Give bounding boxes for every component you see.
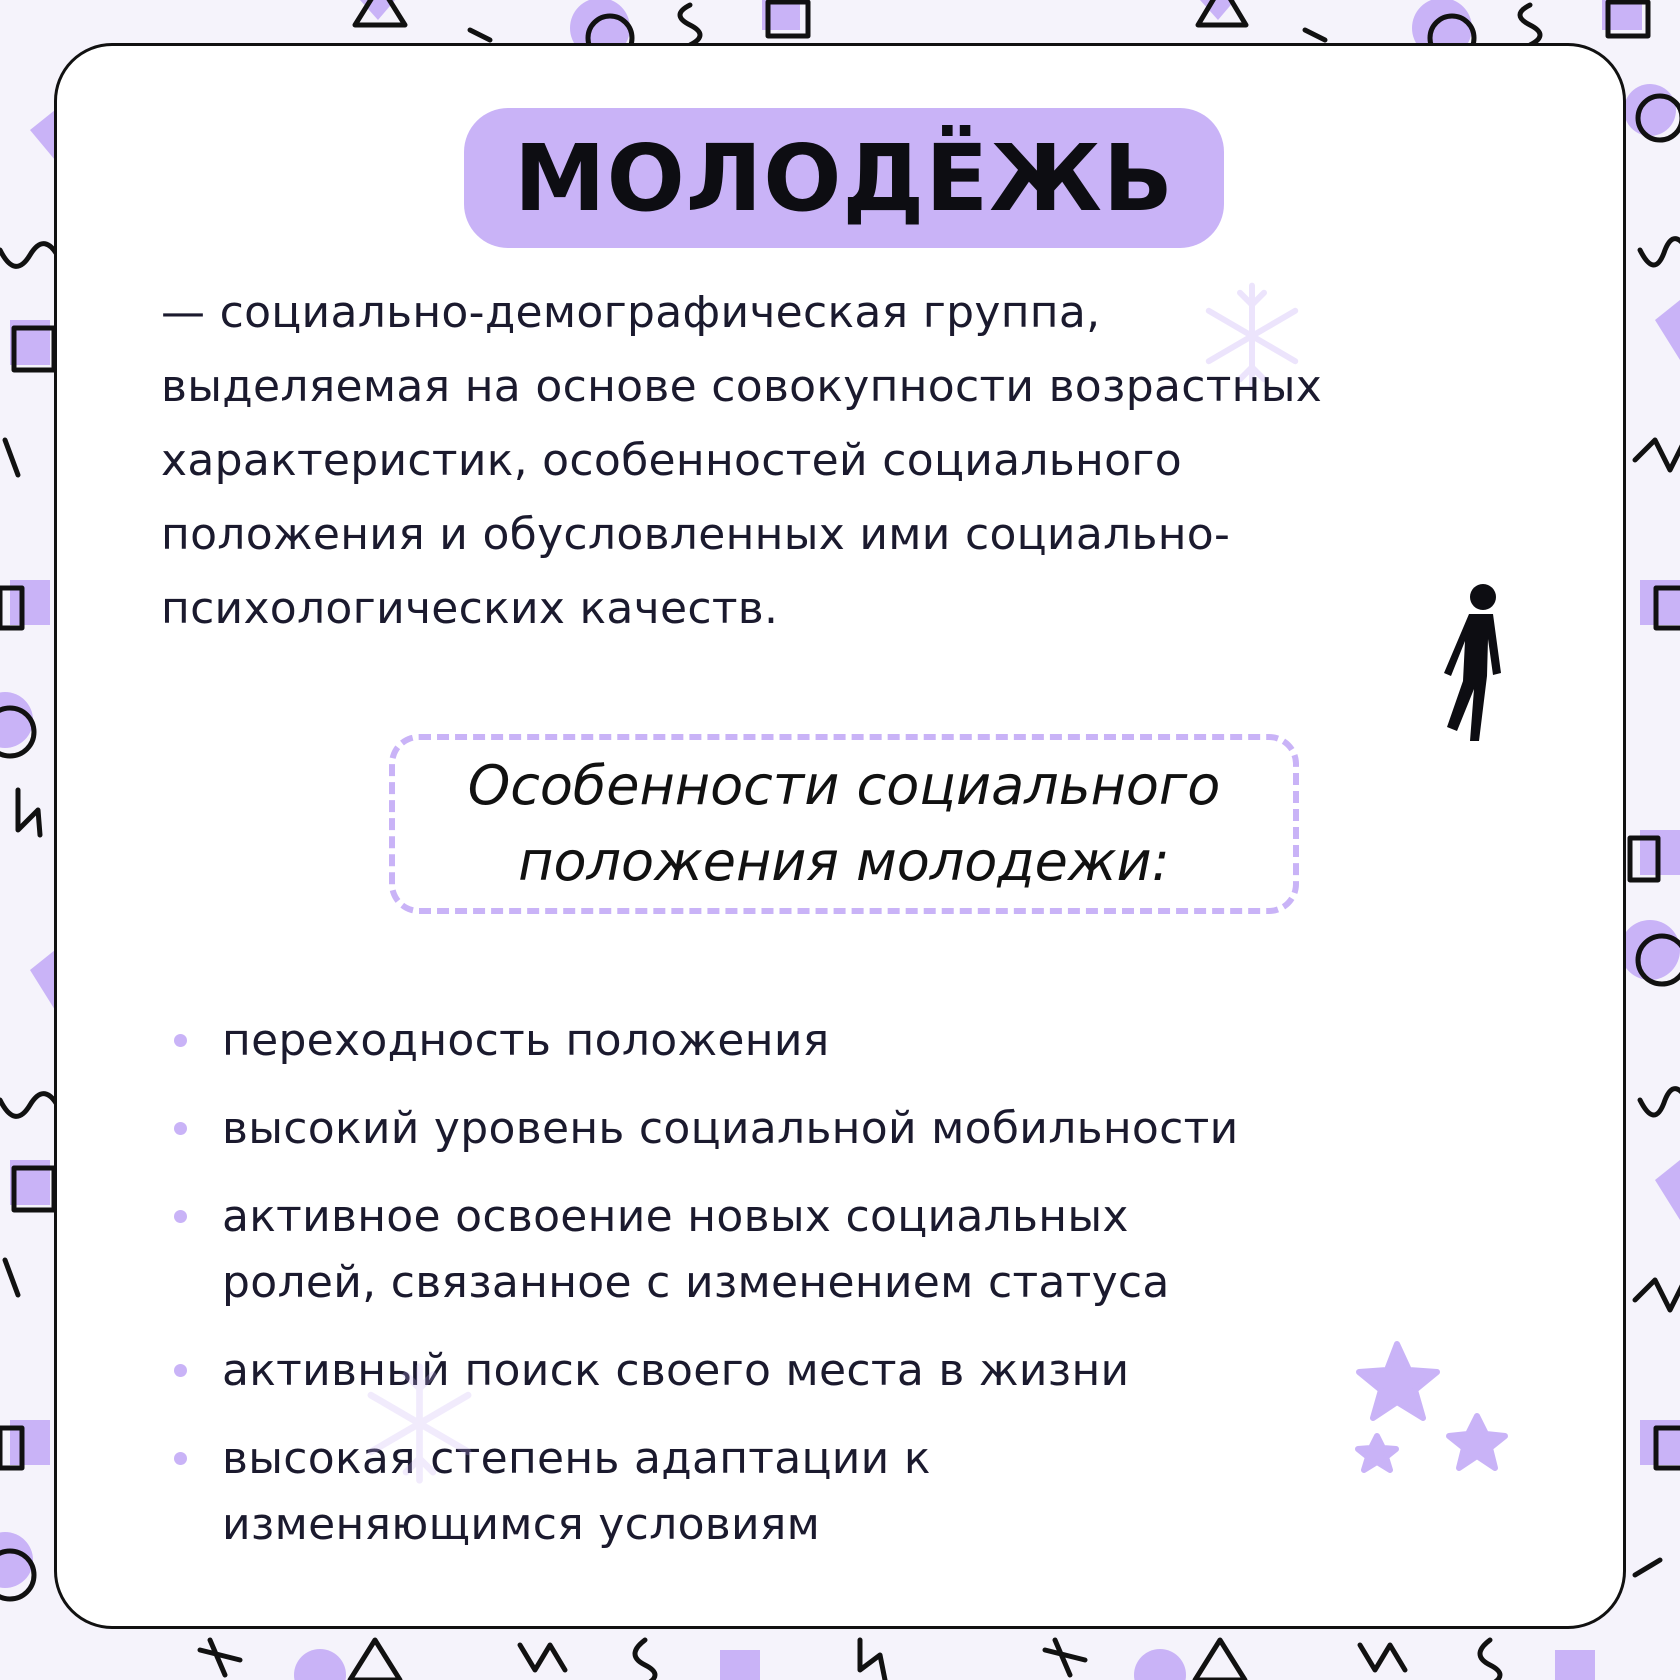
page-title: МОЛОДЁЖЬ [514,124,1174,232]
bullet-icon [174,1034,187,1047]
list-item [162,1008,1452,1074]
definition-line: психологических качеств. [161,583,779,634]
list-item-text: изменяющимся условиям [222,1499,821,1550]
definition-line: положения и обусловленных ими социально- [161,509,1231,560]
person-walking-icon [1427,581,1517,756]
subtitle-line: Особенности социального [467,754,1221,817]
definition-text [161,276,1491,646]
bullet-icon [174,1452,187,1465]
list-item-text: активный поиск своего места в жизни [222,1345,1130,1396]
list-item-text: высокий уровень социальной мобильности [222,1103,1239,1154]
list-item-text: активное освоение новых социальных [222,1191,1129,1242]
definition-line: характеристик, особенностей социального [161,435,1182,486]
subtitle-line: положения молодежи: [518,830,1170,893]
subtitle-box [389,734,1299,914]
definition-line: выделяемая на основе совокупности возрастных [161,361,1323,412]
list-item [162,1184,1452,1316]
stars-icon [1347,1336,1527,1496]
list-item [162,1096,1452,1162]
list-item-text: ролей, связанное с изменением статуса [222,1257,1170,1308]
snowflake-icon [352,1356,487,1491]
list-item-text: высокая степень адаптации к [222,1433,931,1484]
bullet-icon [174,1364,187,1377]
bullet-icon [174,1210,187,1223]
features-list [162,1008,1452,1580]
title-pill [464,108,1224,248]
content-card [54,43,1626,1629]
bullet-icon [174,1122,187,1135]
definition-line: — социально-демографическая группа, [161,287,1101,338]
list-item-text: переходность положения [222,1015,830,1066]
